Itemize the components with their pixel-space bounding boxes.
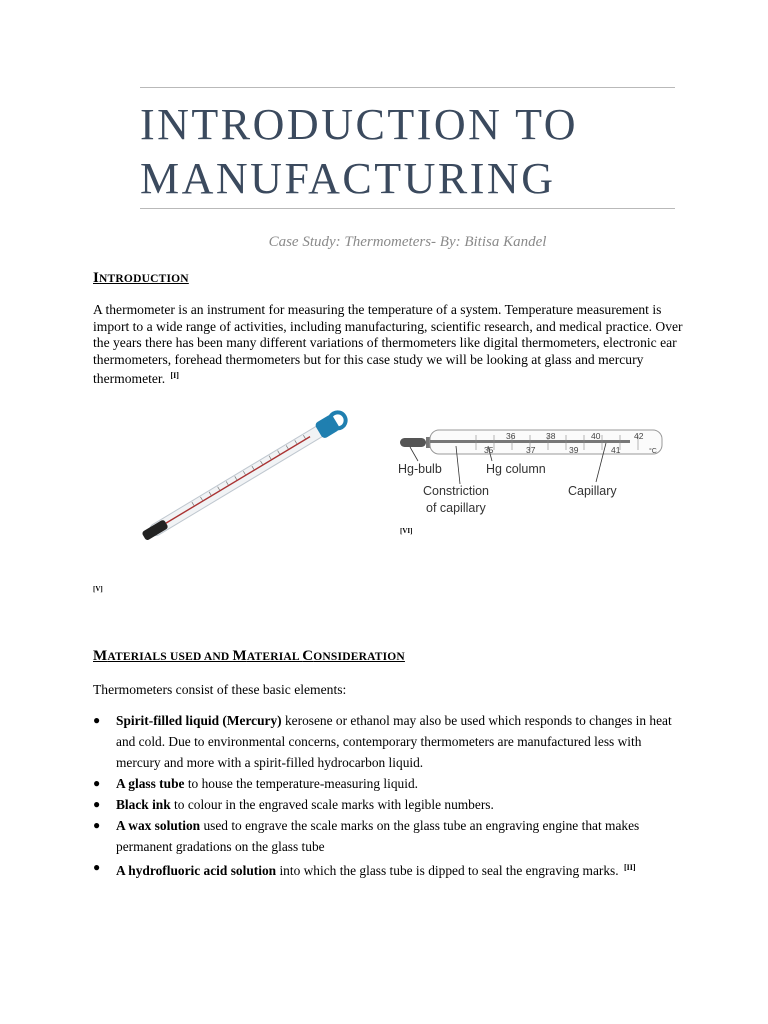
list-item [93, 710, 673, 773]
title-line-2: MANUFACTURING [140, 154, 556, 203]
item-term: A hydrofluoric acid solution [116, 863, 277, 878]
item-term: Spirit-filled liquid (Mercury) [116, 713, 282, 728]
scale-bottom-label: 37 [526, 445, 536, 455]
heading-small-caps: ATERIAL [246, 651, 303, 663]
bullet-icon: ● [93, 713, 101, 727]
list-item [93, 794, 673, 815]
item-term: Black ink [116, 797, 171, 812]
introduction-paragraph [93, 302, 683, 388]
bullet-icon: ● [93, 797, 101, 811]
scale-unit-label: °C [649, 448, 657, 455]
scale-top-label: 36 [506, 431, 516, 441]
scale-top-label: 42 [634, 431, 644, 441]
materials-list [93, 710, 673, 881]
document-title [140, 98, 700, 206]
scale-top-label: 40 [591, 431, 601, 441]
list-item [93, 857, 673, 881]
item-text: to colour in the engraved scale marks with legible numbers. [170, 797, 494, 812]
title-line-1: INTRODUCTION TO [140, 100, 578, 149]
thermometer-photo [93, 402, 381, 562]
heading-small-caps: ONSIDERATION [313, 651, 405, 663]
document-subtitle: Case Study: Thermometers- By: Bitisa Kandel [268, 234, 547, 250]
item-text: used to engrave the scale marks on the glass tube an engraving engine that makes permanent gradations on the glass tube [116, 818, 640, 854]
item-term: A wax solution [116, 818, 201, 833]
list-item [93, 815, 673, 857]
item-term: A glass tube [116, 776, 185, 791]
thermometer-diagram [396, 424, 671, 524]
figure-caption-right: [VI] [400, 527, 413, 535]
scale-top-label: 38 [546, 431, 556, 441]
heading-cap: C [302, 648, 314, 664]
materials-heading [93, 648, 405, 665]
introduction-heading [93, 270, 189, 287]
title-rule-bottom [140, 208, 675, 209]
heading-cap: M [93, 648, 108, 664]
bullet-icon: ● [93, 860, 101, 874]
heading-cap: M [232, 648, 247, 664]
diagram-label-constriction: Constriction [423, 484, 489, 498]
list-item [93, 773, 673, 794]
citation-marker: [I] [170, 371, 179, 381]
introduction-text: A thermometer is an instrument for measuring the temperature of a system. Temperature measurement is import to a wide range of activities, including manufacturing, scientific research, and medical practice. Over the years there has been many different variations of thermometers like digital thermometers, electronic ear thermometers, forehead thermometers but for this case study we will be looking at glass and mercury thermometer. [93, 302, 683, 387]
bullet-icon: ● [93, 818, 101, 832]
diagram-label-bulb: Hg-bulb [398, 462, 442, 476]
diagram-label-capillary: Capillary [568, 484, 617, 498]
scale-bottom-label: 39 [569, 445, 579, 455]
scale-bottom-label: 41 [611, 445, 621, 455]
item-text: into which the glass tube is dipped to seal the engraving marks. [276, 863, 619, 878]
heading-small-caps: NTRODUCTION [99, 273, 189, 285]
materials-lead: Thermometers consist of these basic elements: [93, 682, 347, 697]
item-text: to house the temperature-measuring liquid. [184, 776, 418, 791]
diagram-label-constriction-2: of capillary [426, 501, 486, 515]
citation-marker: [II] [623, 863, 636, 872]
item-text: kerosene or ethanol may also be used which responds to changes in heat and cold. Due to environmental concerns, contemporary thermometers are manufactured less with mercury and more with a spirit-filled hydrocarbon liquid. [116, 713, 672, 770]
heading-cap: I [93, 270, 100, 286]
figure-caption-left: [V] [93, 585, 103, 593]
diagram-label-column: Hg column [486, 462, 546, 476]
scale-bottom-label: 35 [484, 445, 494, 455]
title-rule-top [140, 87, 675, 88]
bullet-icon: ● [93, 776, 101, 790]
heading-small-caps: ATERIALS USED AND [107, 651, 233, 663]
